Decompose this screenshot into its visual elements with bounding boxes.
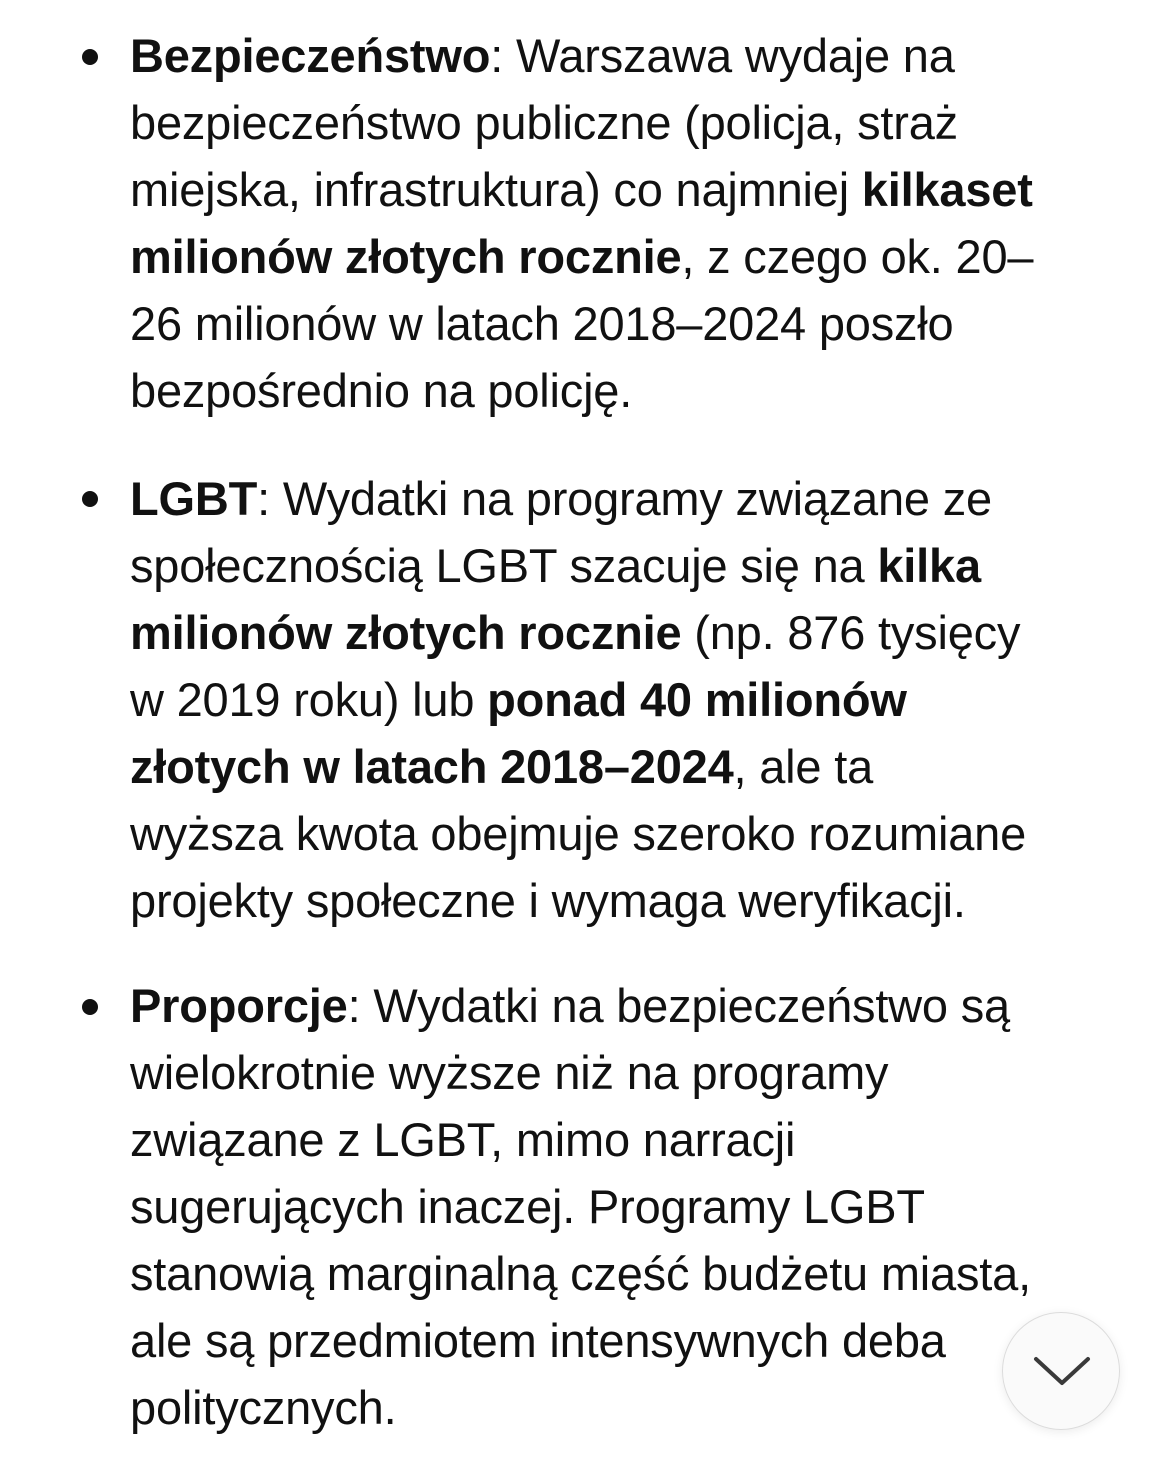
- text-line: [130, 733, 1130, 800]
- text-segment: politycznych.: [130, 1381, 397, 1434]
- bold-text: Proporcje: [130, 979, 348, 1032]
- text-segment: związane z LGBT, mimo narracji: [130, 1113, 796, 1166]
- text-line: [130, 290, 1130, 357]
- bold-text: Bezpieczeństwo: [130, 29, 491, 82]
- bullet-item-proporcje: [130, 972, 1130, 1441]
- text-line: [130, 156, 1130, 223]
- text-line: [130, 223, 1130, 290]
- text-line: [130, 972, 1130, 1039]
- scroll-to-bottom-button[interactable]: [1002, 1312, 1120, 1430]
- text-line: [130, 599, 1130, 666]
- text-segment: 26 milionów w latach 2018–2024 poszło: [130, 297, 954, 350]
- text-line: [130, 867, 1130, 934]
- text-segment: : Warszawa wydaje na: [490, 29, 955, 82]
- bold-text: kilkaset: [861, 163, 1033, 216]
- text-line: [130, 465, 1130, 532]
- text-line: [130, 1240, 1130, 1307]
- text-line: [130, 1374, 1130, 1441]
- text-segment: bezpośrednio na policję.: [130, 364, 633, 417]
- text-segment: wielokrotnie wyższe niż na programy: [130, 1046, 889, 1099]
- text-segment: projekty społeczne i wymaga weryfikacji.: [130, 874, 966, 927]
- bold-text: milionów złotych rocznie: [130, 606, 682, 659]
- text-segment: : Wydatki na bezpieczeństwo są: [347, 979, 1010, 1032]
- text-segment: , ale ta: [733, 740, 874, 793]
- text-segment: (np. 876 tysięcy: [681, 606, 1021, 659]
- text-line: [130, 22, 1130, 89]
- text-line: [130, 357, 1130, 424]
- bold-text: LGBT: [130, 472, 258, 525]
- text-segment: społecznością LGBT szacuje się na: [130, 539, 878, 592]
- text-line: [130, 1039, 1130, 1106]
- bullet-dot: [82, 491, 98, 507]
- chevron-down-icon: [1032, 1355, 1092, 1389]
- text-line: [130, 89, 1130, 156]
- text-segment: stanowią marginalną część budżetu miasta,: [130, 1247, 1031, 1300]
- text-segment: ale są przedmiotem intensywnych deba: [130, 1314, 946, 1367]
- text-line: [130, 1106, 1130, 1173]
- bullet-item-bezpieczenstwo: [130, 22, 1130, 424]
- text-segment: w 2019 roku) lub: [130, 673, 488, 726]
- text-segment: wyższa kwota obejmuje szeroko rozumiane: [130, 807, 1027, 860]
- bold-text: ponad 40 milionów: [487, 673, 907, 726]
- text-line: [130, 666, 1130, 733]
- text-segment: bezpieczeństwo publiczne (policja, straż: [130, 96, 958, 149]
- bold-text: kilka: [877, 539, 981, 592]
- bold-text: milionów złotych rocznie: [130, 230, 682, 283]
- text-line: [130, 1307, 1130, 1374]
- text-line: [130, 800, 1130, 867]
- text-segment: : Wydatki na programy związane ze: [257, 472, 992, 525]
- text-segment: sugerujących inaczej. Programy LGBT: [130, 1180, 925, 1233]
- text-line: [130, 1173, 1130, 1240]
- bullet-dot: [82, 999, 98, 1015]
- bullet-item-lgbt: [130, 465, 1130, 934]
- bold-text: złotych w latach 2018–2024: [130, 740, 734, 793]
- text-segment: miejska, infrastruktura) co najmniej: [130, 163, 862, 216]
- text-segment: , z czego ok. 20–: [681, 230, 1034, 283]
- bullet-dot: [82, 49, 98, 65]
- text-line: [130, 532, 1130, 599]
